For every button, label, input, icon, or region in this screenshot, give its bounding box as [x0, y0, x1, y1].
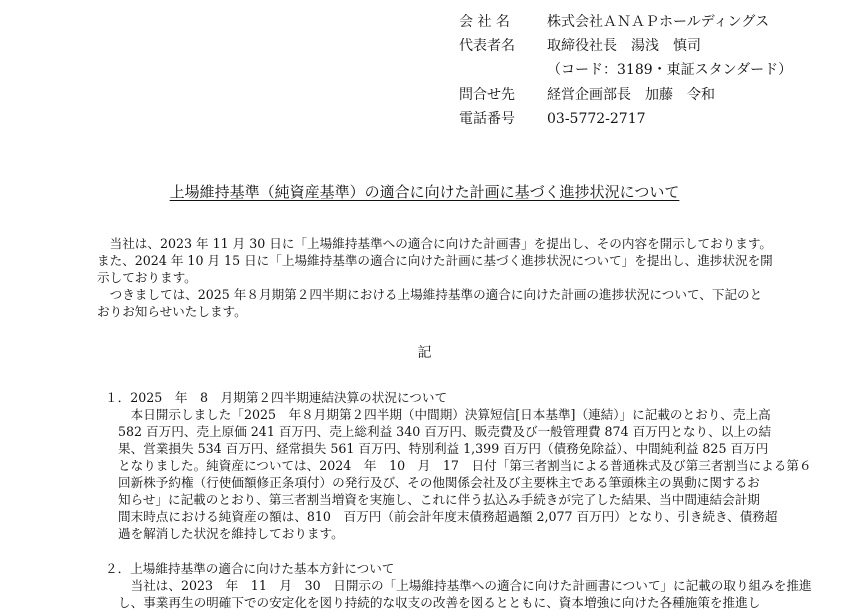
stock-code-row	[459, 59, 792, 81]
section-2-line: 当社は、2023 年 11 月 30 日開示の「上場維持基準への適合に向けた計画書について」に記載の取り組みを推進	[118, 578, 812, 593]
intro-line: つきましては、2025 年８月期第２四半期における上場維持基準の適合に向けた計画の進捗状況について、下記のと	[97, 287, 763, 302]
intro-line: 示しております。	[97, 270, 197, 285]
section-1-line: 過を解消した状況を維持しております。	[118, 526, 344, 541]
company-name-row	[459, 11, 769, 33]
section-1-heading: １．2025 年 8 月期第２四半期連結決算の状況について	[105, 390, 448, 405]
representative-value: 取締役社長 湯浅 慎司	[547, 38, 701, 54]
contact-row	[459, 84, 715, 106]
section-1-line: 知らせ」に記載のとおり、第三者割当増資を実施し、これに伴う払込み手続きが完了した結果、当中間連結会計期	[118, 492, 760, 507]
representative-label: 代表者名	[459, 38, 515, 54]
intro-line: 当社は、2023 年 11 月 30 日に「上場維持基準への適合に向けた計画書」を提出し、その内容を開示しております。	[97, 236, 773, 251]
ki-heading: 記	[417, 345, 432, 361]
contact-value: 経営企画部長 加藤 令和	[547, 87, 715, 103]
section-1-line: となりました。純資産については、2024 年 10 月 17 日付「第三者割当による普通株式及び第三者割当による第６	[118, 458, 812, 473]
section-1-line: 果、営業損失 534 百万円、経常損失 561 百万円、特別利益 1,399 百万円（債務免除益）、中間純利益 825 百万円	[118, 441, 769, 456]
phone-label: 電話番号	[459, 111, 515, 127]
section-1-line: 間末時点における純資産の額は、810 百万円（前会計年度末債務超過額 2,077 百万円）となり、引き続き、債務超	[118, 509, 778, 524]
section-2-heading: ２．上場維持基準の適合に向けた基本方針について	[105, 561, 395, 576]
intro-line: おりお知らせいたします。	[97, 304, 247, 319]
stock-code-value: （コード：3189・東証スタンダード）	[547, 62, 793, 78]
section-2-line: し、事業再生の明確下での安定化を図り持続的な収支の改善を図るとともに、資本増強に向けた各種施策を推進し	[118, 595, 761, 610]
phone-row	[459, 108, 646, 130]
phone-value: 03-5772-2717	[547, 111, 646, 127]
section-1-line: 本日開示しました「2025 年８月期第２四半期（中間期）決算短信[日本基準]（連結）」に記載のとおり、売上高	[118, 407, 771, 422]
intro-line: また、2024 年 10 月 15 日に「上場維持基準の適合に向けた計画に基づく進捗状況について」を提出し、進捗状況を開	[97, 253, 773, 268]
company-name-label: 会 社 名	[459, 14, 510, 30]
contact-label: 問合せ先	[459, 87, 515, 103]
representative-row	[459, 35, 701, 57]
document-title: 上場維持基準（純資産基準）の適合に向けた計画に基づく進捗状況について	[169, 183, 680, 201]
section-1-line: 582 百万円、売上原価 241 百万円、売上総利益 340 百万円、販売費及び一般管理費 874 百万円となり、以上の結	[118, 424, 772, 439]
company-name-value: 株式会社ＡＮＡＰホールディングス	[547, 14, 770, 30]
section-1-line: 回新株予約権（行使価額修正条項付）の発行及び、その他関係会社及び主要株主である筆頭株主の異動に関するお	[118, 475, 760, 490]
